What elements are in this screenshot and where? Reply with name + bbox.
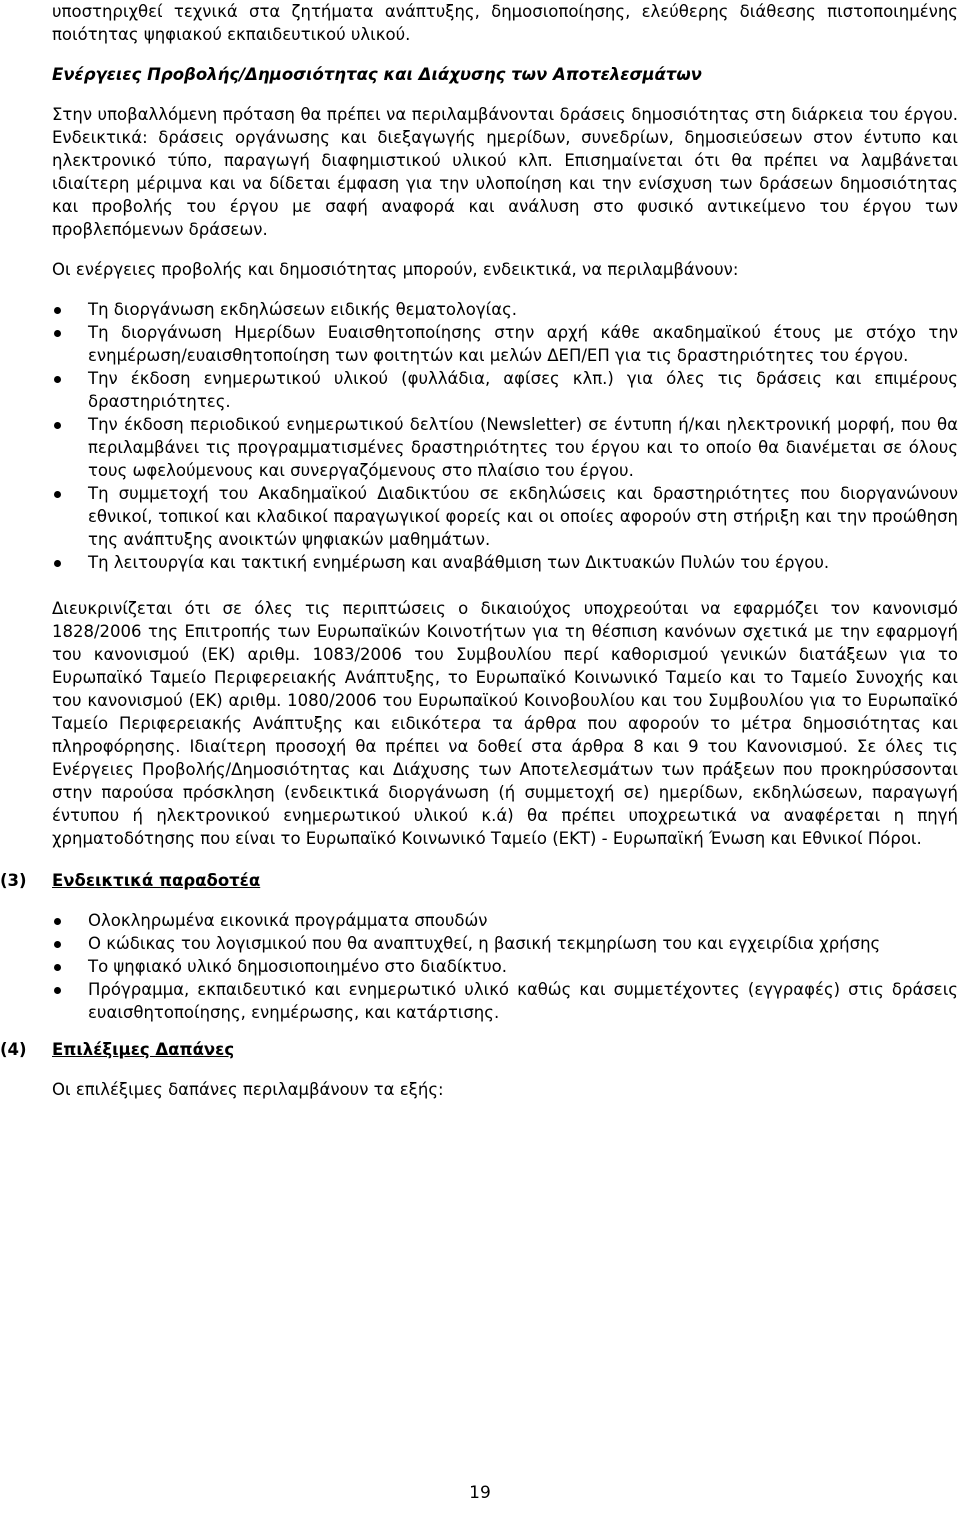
bullet-icon [54,491,61,498]
publicity-heading: Ενέργειες Προβολής/Δημοσιότητας και Διάχυσης των Αποτελεσμάτων [52,65,702,84]
page-number: 19 [469,1483,491,1503]
list-item-text: Ολοκληρωμένα εικονικά προγράμματα σπουδών [88,911,488,930]
list-item [52,955,958,978]
expenses-title: Επιλέξιμες Δαπάνες [52,1040,235,1059]
deliverables-list [52,909,958,1024]
bullet-icon [54,918,61,925]
deliverables-title: Ενδεικτικά παραδοτέα [52,871,261,890]
list-item [52,482,958,551]
list-item [52,298,958,321]
list-item [52,321,958,367]
list-item-text: Τη λειτουργία και τακτική ενημέρωση και αναβάθμιση των Δικτυακών Πυλών του έργου. [88,553,830,572]
list-item-text: Την έκδοση περιοδικού ενημερωτικού δελτίου (Newsletter) σε έντυπη ή/και ηλεκτρονική μορφή, που θα περιλαμβάνει τις προγραμματισμένες δραστηριότητες του έργου και το οποίο θα διανέμεται σε όλους τους ωφελούμενους και συνεργαζόμενους στο πλαίσιο του έργου. [88,415,958,480]
bullet-icon [54,987,61,994]
expenses-number: (4) [0,1040,27,1059]
deliverables-section-heading [0,869,958,892]
list-item [52,932,958,955]
list-item [52,909,958,932]
list-item [52,413,958,482]
bullet-icon [54,422,61,429]
list-item [52,367,958,413]
list-item-text: Τη διοργάνωση Ημερίδων Ευαισθητοποίησης στην αρχή κάθε ακαδημαϊκού έτους με στόχο την ενημέρωση/ευαισθητοποίηση των φοιτητών και μελών ΔΕΠ/ΕΠ για τις δραστηριότητες του έργου. [88,323,958,365]
list-item-text: Τη συμμετοχή του Ακαδημαϊκού Διαδικτύου σε εκδηλώσεις και δραστηριότητες που διοργανώνουν εθνικοί, τοπικοί και κλαδικοί παραγωγικοί φορείς και οι οποίες αφορούν στη στήριξη και την προώθηση της ανάπτυξης ανοικτών ψηφιακών μαθημάτων. [88,484,958,549]
bullet-icon [54,964,61,971]
publicity-list-intro: Οι ενέργειες προβολής και δημοσιότητας μπορούν, ενδεικτικά, να περιλαμβάνουν: [52,260,739,279]
bullet-icon [54,330,61,337]
list-item-text: Πρόγραμμα, εκπαιδευτικό και ενημερωτικό υλικό καθώς και συμμετέχοντες (εγγραφές) στις δράσεις ευαισθητοποίησης, ενημέρωσης, και κατάρτισης. [88,980,958,1022]
deliverables-number: (3) [0,871,27,890]
bullet-icon [54,941,61,948]
bullet-icon [54,307,61,314]
publicity-paragraph: Στην υποβαλλόμενη πρόταση θα πρέπει να περιλαμβάνονται δράσεις δημοσιότητας στη διάρκεια του έργου. Ενδεικτικά: δράσεις οργάνωσης και διεξαγωγής ημερίδων, συνεδρίων, δημοσιεύσεων στον έντυπο και ηλεκτρονικό τύπο, παραγωγή διαφημιστικού υλικού κλπ. Επισημαίνεται ότι θα πρέπει να λαμβάνεται ιδιαίτερη μέριμνα και να δίδεται έμφαση για την υλοποίηση και την ενίσχυση των δράσεων δημοσιότητας και προβολής του έργου με σαφή αναφορά και ανάλυση στο φυσικό αντικείμενο του έργου των προβλεπόμενων δράσεων. [52,105,958,239]
clarification-paragraph: Διευκρινίζεται ότι σε όλες τις περιπτώσεις ο δικαιούχος υποχρεούται να εφαρμόζει τον κανονισμό 1828/2006 της Επιτροπής των Ευρωπαϊκών Κοινοτήτων για τη θέσπιση κανόνων σχετικά με την εφαρμογή του κανονισμού (ΕΚ) αριθμ. 1083/2006 του Συμβουλίου περί καθορισμού γενικών διατάξεων για το Ευρωπαϊκό Ταμείο Περιφερειακής Ανάπτυξης, το Ευρωπαϊκό Κοινωνικό Ταμείο και το Ταμείο Συνοχής και του κανονισμού (ΕΚ) αριθμ. 1080/2006 του Ευρωπαϊκού Κοινοβουλίου και του Συμβουλίου για το Ευρωπαϊκό Ταμείο Περιφερειακής Ανάπτυξης και ειδικότερα τα άρθρα που αφορούν το μέτρα δημοσιότητας και πληροφόρησης. Ιδιαίτερη προσοχή θα πρέπει να δοθεί στα άρθρα 8 και 9 του Κανονισμού. Σε όλες τις Ενέργειες Προβολής/Δημοσιότητας και Διάχυσης των Αποτελεσμάτων των πράξεων που προκηρύσσονται στην παρούσα πρόσκληση (ενδεικτικά διοργάνωση (ή συμμετοχή σε) ημερίδων, εκδηλώσεων, παραγωγή έντυπου ή ηλεκτρονικού ενημερωτικού υλικού κ.ά) θα πρέπει υποχρεωτικά να αναφέρεται η πηγή χρηματοδότησης που είναι το Ευρωπαϊκό Κοινωνικό Ταμείο (ΕΚΤ) - Ευρωπαϊκή Ένωση και Εθνικοί Πόροι. [52,599,958,848]
expenses-section-heading [0,1038,958,1061]
bullet-icon [54,560,61,567]
list-item-text: Την έκδοση ενημερωτικού υλικού (φυλλάδια, αφίσες κλπ.) για όλες τις δράσεις και επιμέρους δραστηριότητες. [88,369,958,411]
intro-paragraph: υποστηριχθεί τεχνικά στα ζητήματα ανάπτυξης, δημοσιοποίησης, ελεύθερης διάθεσης πιστοποιημένης ποιότητας ψηφιακού εκπαιδευτικού υλικού. [52,2,958,44]
expenses-intro: Οι επιλέξιμες δαπάνες περιλαμβάνουν τα εξής: [52,1080,444,1099]
publicity-list [52,298,958,574]
list-item [52,978,958,1024]
list-item-text: Το ψηφιακό υλικό δημοσιοποιημένο στο διαδίκτυο. [88,957,507,976]
list-item-text: Ο κώδικας του λογισμικού που θα αναπτυχθεί, η βασική τεκμηρίωση του και εγχειρίδια χρήσης [88,934,881,953]
list-item-text: Τη διοργάνωση εκδηλώσεων ειδικής θεματολογίας. [88,300,518,319]
bullet-icon [54,376,61,383]
list-item [52,551,958,574]
